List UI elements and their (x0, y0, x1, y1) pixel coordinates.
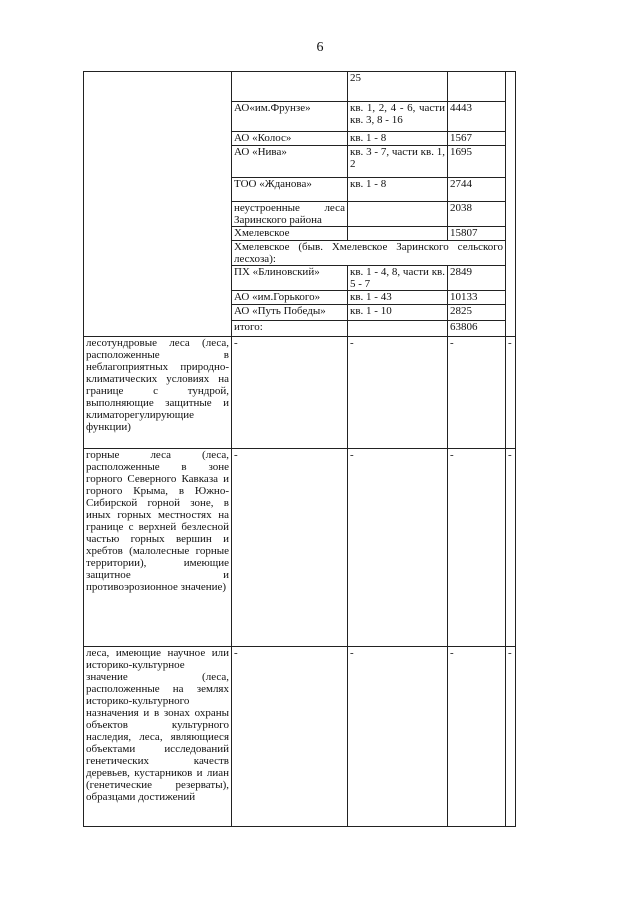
org-cell: Хмелевское (232, 227, 348, 241)
dash-cell: - (448, 647, 506, 827)
org-cell (232, 72, 348, 102)
area-cell: 1567 (448, 132, 506, 146)
area-cell: 63806 (448, 321, 506, 337)
dash-cell: - (232, 647, 348, 827)
area-cell: 2825 (448, 305, 506, 321)
dash-cell: - (448, 337, 506, 449)
dash-cell: - (506, 337, 516, 449)
dash-cell: - (348, 337, 448, 449)
dash-cell: - (506, 449, 516, 647)
area-cell (448, 72, 506, 102)
quarters-cell: кв. 3 - 7, части кв. 1, 2 (348, 146, 448, 178)
area-cell: 15807 (448, 227, 506, 241)
area-cell: 2038 (448, 202, 506, 227)
quarters-cell: 25 (348, 72, 448, 102)
area-cell: 2849 (448, 266, 506, 291)
dash-cell: - (232, 337, 348, 449)
org-cell: итого: (232, 321, 348, 337)
extra-cell-empty (506, 72, 516, 337)
quarters-cell: кв. 1 - 4, 8, части кв. 5 - 7 (348, 266, 448, 291)
dash-cell: - (448, 449, 506, 647)
quarters-cell (348, 227, 448, 241)
dash-cell: - (506, 647, 516, 827)
category-row (84, 449, 516, 647)
org-cell: АО «Путь Победы» (232, 305, 348, 321)
quarters-cell: кв. 1 - 10 (348, 305, 448, 321)
dash-cell: - (232, 449, 348, 647)
category-cell-empty (84, 72, 232, 337)
quarters-cell (348, 202, 448, 227)
dash-cell: - (348, 449, 448, 647)
quarters-cell: кв. 1 - 8 (348, 178, 448, 202)
org-cell: неустроенные леса Заринского района (232, 202, 348, 227)
dash-cell: - (348, 647, 448, 827)
area-cell: 4443 (448, 102, 506, 132)
category-row (84, 337, 516, 449)
category-row (84, 647, 516, 827)
page-number: 6 (316, 40, 324, 55)
org-cell: АО«им.Фрунзе» (232, 102, 348, 132)
area-cell: 10133 (448, 291, 506, 305)
quarters-cell: кв. 1 - 8 (348, 132, 448, 146)
org-cell: АО «Нива» (232, 146, 348, 178)
area-cell: 1695 (448, 146, 506, 178)
table-row (84, 72, 516, 102)
org-cell: ПХ «Блиновский» (232, 266, 348, 291)
quarters-cell: кв. 1 - 43 (348, 291, 448, 305)
quarters-cell (348, 321, 448, 337)
category-text: лесотундровые леса (леса, расположенные в неблагоприятных природно-климатических условиях на границе с тундрой, выполняющие защитные и климаторегулирующие функции) (84, 337, 232, 449)
category-text: леса, имеющие научное или историко-культурное значение (леса, расположенные на землях историко-культурного назначения и в зонах охраны объектов культурного наследия, леса, являющиеся объектами исследований генетических качеств деревьев, кустарников и лиан (генетические резерваты), образцами достижений (84, 647, 232, 827)
org-cell: АО «им.Горького» (232, 291, 348, 305)
org-cell: ТОО «Жданова» (232, 178, 348, 202)
category-text: горные леса (леса, расположенные в зоне горного Северного Кавказа и горного Крыма, в Южно-Сибирской горной зоне, в иных горных местностях на границе с верхней безлесной частью горных вершин и хребтов (малолесные горные территории), имеющие защитное и противоэрозионное значение) (84, 449, 232, 647)
quarters-cell: кв. 1, 2, 4 - 6, части кв. 3, 8 - 16 (348, 102, 448, 132)
org-cell: Хмелевское (быв. Хмелевское Заринского сельского лесхоза): (232, 241, 506, 266)
area-cell: 2744 (448, 178, 506, 202)
forest-table (83, 71, 516, 827)
org-cell: АО «Колос» (232, 132, 348, 146)
